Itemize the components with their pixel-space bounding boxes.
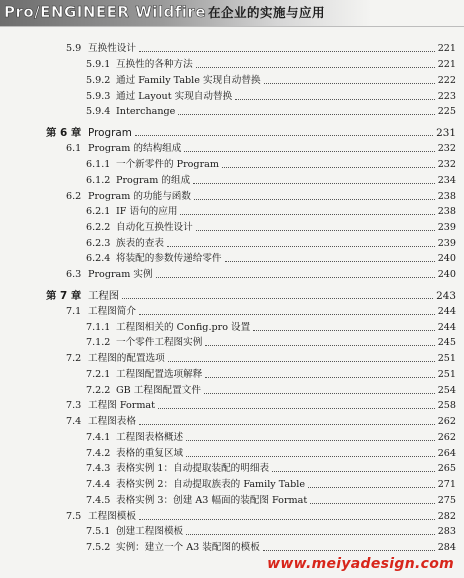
toc-entry-title: 工程图的配置选项: [88, 353, 165, 364]
toc-entry-page: 232: [437, 143, 456, 154]
toc-entry-number: 7.4.1: [86, 432, 111, 443]
toc-entry-page: 244: [437, 306, 456, 317]
toc-entry-title: 表格实例 1：自动提取装配的明细表: [116, 463, 270, 474]
toc-entry-title: Program 的组成: [116, 175, 191, 186]
toc-entry-page: 251: [437, 353, 456, 364]
toc-entry-page: 262: [437, 416, 456, 427]
toc-entry-number: 6.2.4: [86, 253, 111, 264]
toc-entry-title: 将装配的参数传递给零件: [116, 253, 222, 264]
toc-entry-page: 258: [437, 400, 456, 411]
toc-entry-number: 7.5.2: [86, 542, 111, 553]
book-title-sub: 在企业的实施与应用: [208, 5, 326, 20]
toc-entry-page: 264: [437, 448, 456, 459]
toc-entry-number: 5.9.2: [86, 75, 111, 86]
dot-leader: [310, 503, 434, 504]
toc-entry-page: 222: [437, 75, 456, 86]
toc-entry-page: 254: [437, 385, 456, 396]
toc-entry-number: 5.9.3: [86, 91, 111, 102]
toc-entry-number: 6.1.2: [86, 175, 111, 186]
toc-entry-number: 7.4.5: [86, 495, 111, 506]
toc-entry: [86, 100, 456, 118]
toc-entry-title: Program 的结构组成: [88, 143, 182, 154]
dot-leader: [135, 135, 433, 136]
toc-entry-title: 一个零件工程图实例: [116, 337, 203, 348]
toc-entry-number: 第 6 章: [46, 127, 82, 139]
toc-entry-title: Interchange: [116, 106, 176, 117]
toc-entry-page: 225: [437, 106, 456, 117]
dot-leader: [139, 424, 435, 425]
toc-entry-page: 262: [437, 432, 456, 443]
toc-entry-number: 7.1: [66, 306, 82, 317]
header-band: [0, 0, 464, 27]
dot-leader: [263, 550, 435, 551]
dot-leader: [205, 377, 434, 378]
dot-leader: [186, 440, 435, 441]
toc-entry-title: 通过 Family Table 实现自动替换: [116, 75, 261, 86]
toc-entry-page: 284: [437, 542, 456, 553]
dot-leader: [272, 471, 435, 472]
dot-leader: [264, 83, 435, 84]
toc-entry-page: 238: [437, 191, 456, 202]
toc-entry-number: 7.5: [66, 511, 82, 522]
toc-entry-number: 7.5.1: [86, 526, 111, 537]
dot-leader: [225, 261, 435, 262]
toc-entry-number: 6.1: [66, 143, 82, 154]
toc-entry-title: 互换性的各种方法: [116, 59, 193, 70]
toc-entry-page: 243: [436, 290, 456, 302]
toc-entry-number: 7.4: [66, 416, 82, 427]
dot-leader: [178, 114, 434, 115]
dot-leader: [196, 230, 435, 231]
toc-entry-page: 232: [437, 159, 456, 170]
toc-entry-number: 7.1.2: [86, 337, 111, 348]
toc-entry-title: 工程图表格: [88, 416, 136, 427]
toc-entry-title: 自动化互换性设计: [116, 222, 193, 233]
dot-leader: [184, 151, 434, 152]
dot-leader: [168, 361, 435, 362]
toc-entry-page: 240: [437, 269, 456, 280]
toc-entry-page: 282: [437, 511, 456, 522]
toc-entry-title: 通过 Layout 实现自动替换: [116, 91, 233, 102]
toc-entry-title: 工程图: [88, 290, 120, 302]
toc-entry-title: 工程图相关的 Config.pro 设置: [116, 322, 251, 333]
toc-entry-number: 7.2.2: [86, 385, 111, 396]
toc-entry-title: 创建工程图模板: [116, 526, 184, 537]
toc-entry-number: 6.3: [66, 269, 82, 280]
toc-entry-page: 240: [437, 253, 456, 264]
dot-leader: [193, 183, 434, 184]
toc-entry-page: 221: [437, 43, 456, 54]
watermark: www.meiyadesign.com: [267, 556, 454, 572]
toc-entry: [66, 263, 456, 281]
toc-entry-page: 223: [437, 91, 456, 102]
toc-entry-title: IF 语句的应用: [116, 206, 178, 217]
toc-entry-page: 234: [437, 175, 456, 186]
dot-leader: [186, 534, 435, 535]
dot-leader: [156, 277, 435, 278]
toc-entry-page: 275: [437, 495, 456, 506]
toc-entry-title: 工程图模板: [88, 511, 136, 522]
dot-leader: [139, 51, 435, 52]
toc-entry-number: 7.2.1: [86, 369, 111, 380]
toc-entry-page: 238: [437, 206, 456, 217]
toc-entry-title: Program: [88, 127, 132, 139]
toc-entry-title: 工程图简介: [88, 306, 136, 317]
toc-entry-number: 5.9.4: [86, 106, 111, 117]
toc-entry-page: 239: [437, 238, 456, 249]
toc-entry-number: 6.2.2: [86, 222, 111, 233]
toc-entry-page: 271: [437, 479, 456, 490]
toc-entry-title: 工程图表格概述: [116, 432, 184, 443]
toc-entry-title: 表格实例 3：创建 A3 幅面的装配图 Format: [116, 495, 308, 506]
toc-entry-title: GB 工程图配置文件: [116, 385, 201, 396]
dot-leader: [308, 487, 435, 488]
dot-leader: [196, 67, 435, 68]
toc-entry-title: 表格实例 2：自动提取族表的 Family Table: [116, 479, 306, 490]
toc-entry-page: 251: [437, 369, 456, 380]
toc-entry-number: 5.9: [66, 43, 82, 54]
toc-entry-page: 244: [437, 322, 456, 333]
toc-entry-number: 7.4.3: [86, 463, 111, 474]
toc-entry-title: Program 的功能与函数: [88, 191, 191, 202]
toc-entry-number: 第 7 章: [46, 290, 82, 302]
toc-entry: [86, 536, 456, 554]
toc-entry-number: 7.3: [66, 400, 82, 411]
toc-entry-number: 7.1.1: [86, 322, 111, 333]
dot-leader: [139, 314, 435, 315]
toc-entry-title: 族表的查表: [116, 238, 164, 249]
dot-leader: [222, 167, 435, 168]
toc-entry-page: 231: [436, 127, 456, 139]
toc-entry-page: 283: [437, 526, 456, 537]
toc-entry-number: 5.9.1: [86, 59, 111, 70]
toc-entry-page: 265: [437, 463, 456, 474]
dot-leader: [158, 408, 435, 409]
dot-leader: [180, 214, 434, 215]
toc-entry-title: 工程图配置选项解释: [116, 369, 203, 380]
toc-entry-number: 7.2: [66, 353, 82, 364]
book-title: [4, 3, 325, 21]
toc-entry-title: 表格的重复区域: [116, 448, 184, 459]
toc-entry-title: 一个新零件的 Program: [116, 159, 219, 170]
dot-leader: [205, 345, 434, 346]
toc-entry-title: 工程图 Format: [88, 400, 155, 411]
toc-entry-page: 221: [437, 59, 456, 70]
toc-entry-title: 实例：建立一个 A3 装配图的模板: [116, 542, 260, 553]
dot-leader: [122, 298, 433, 299]
toc-entry-number: 7.4.2: [86, 448, 111, 459]
toc-entry-title: Program 实例: [88, 269, 153, 280]
toc-entry-page: 239: [437, 222, 456, 233]
toc-entry-number: 6.2.1: [86, 206, 111, 217]
toc-entry-number: 7.4.4: [86, 479, 111, 490]
toc-entry-number: 6.2.3: [86, 238, 111, 249]
toc-entry-number: 6.1.1: [86, 159, 111, 170]
toc-entry-number: 6.2: [66, 191, 82, 202]
book-title-main: Pro/ENGINEER Wildfire: [4, 3, 206, 21]
toc-entry-page: 245: [437, 337, 456, 348]
toc-entry-title: 互换性设计: [88, 43, 136, 54]
